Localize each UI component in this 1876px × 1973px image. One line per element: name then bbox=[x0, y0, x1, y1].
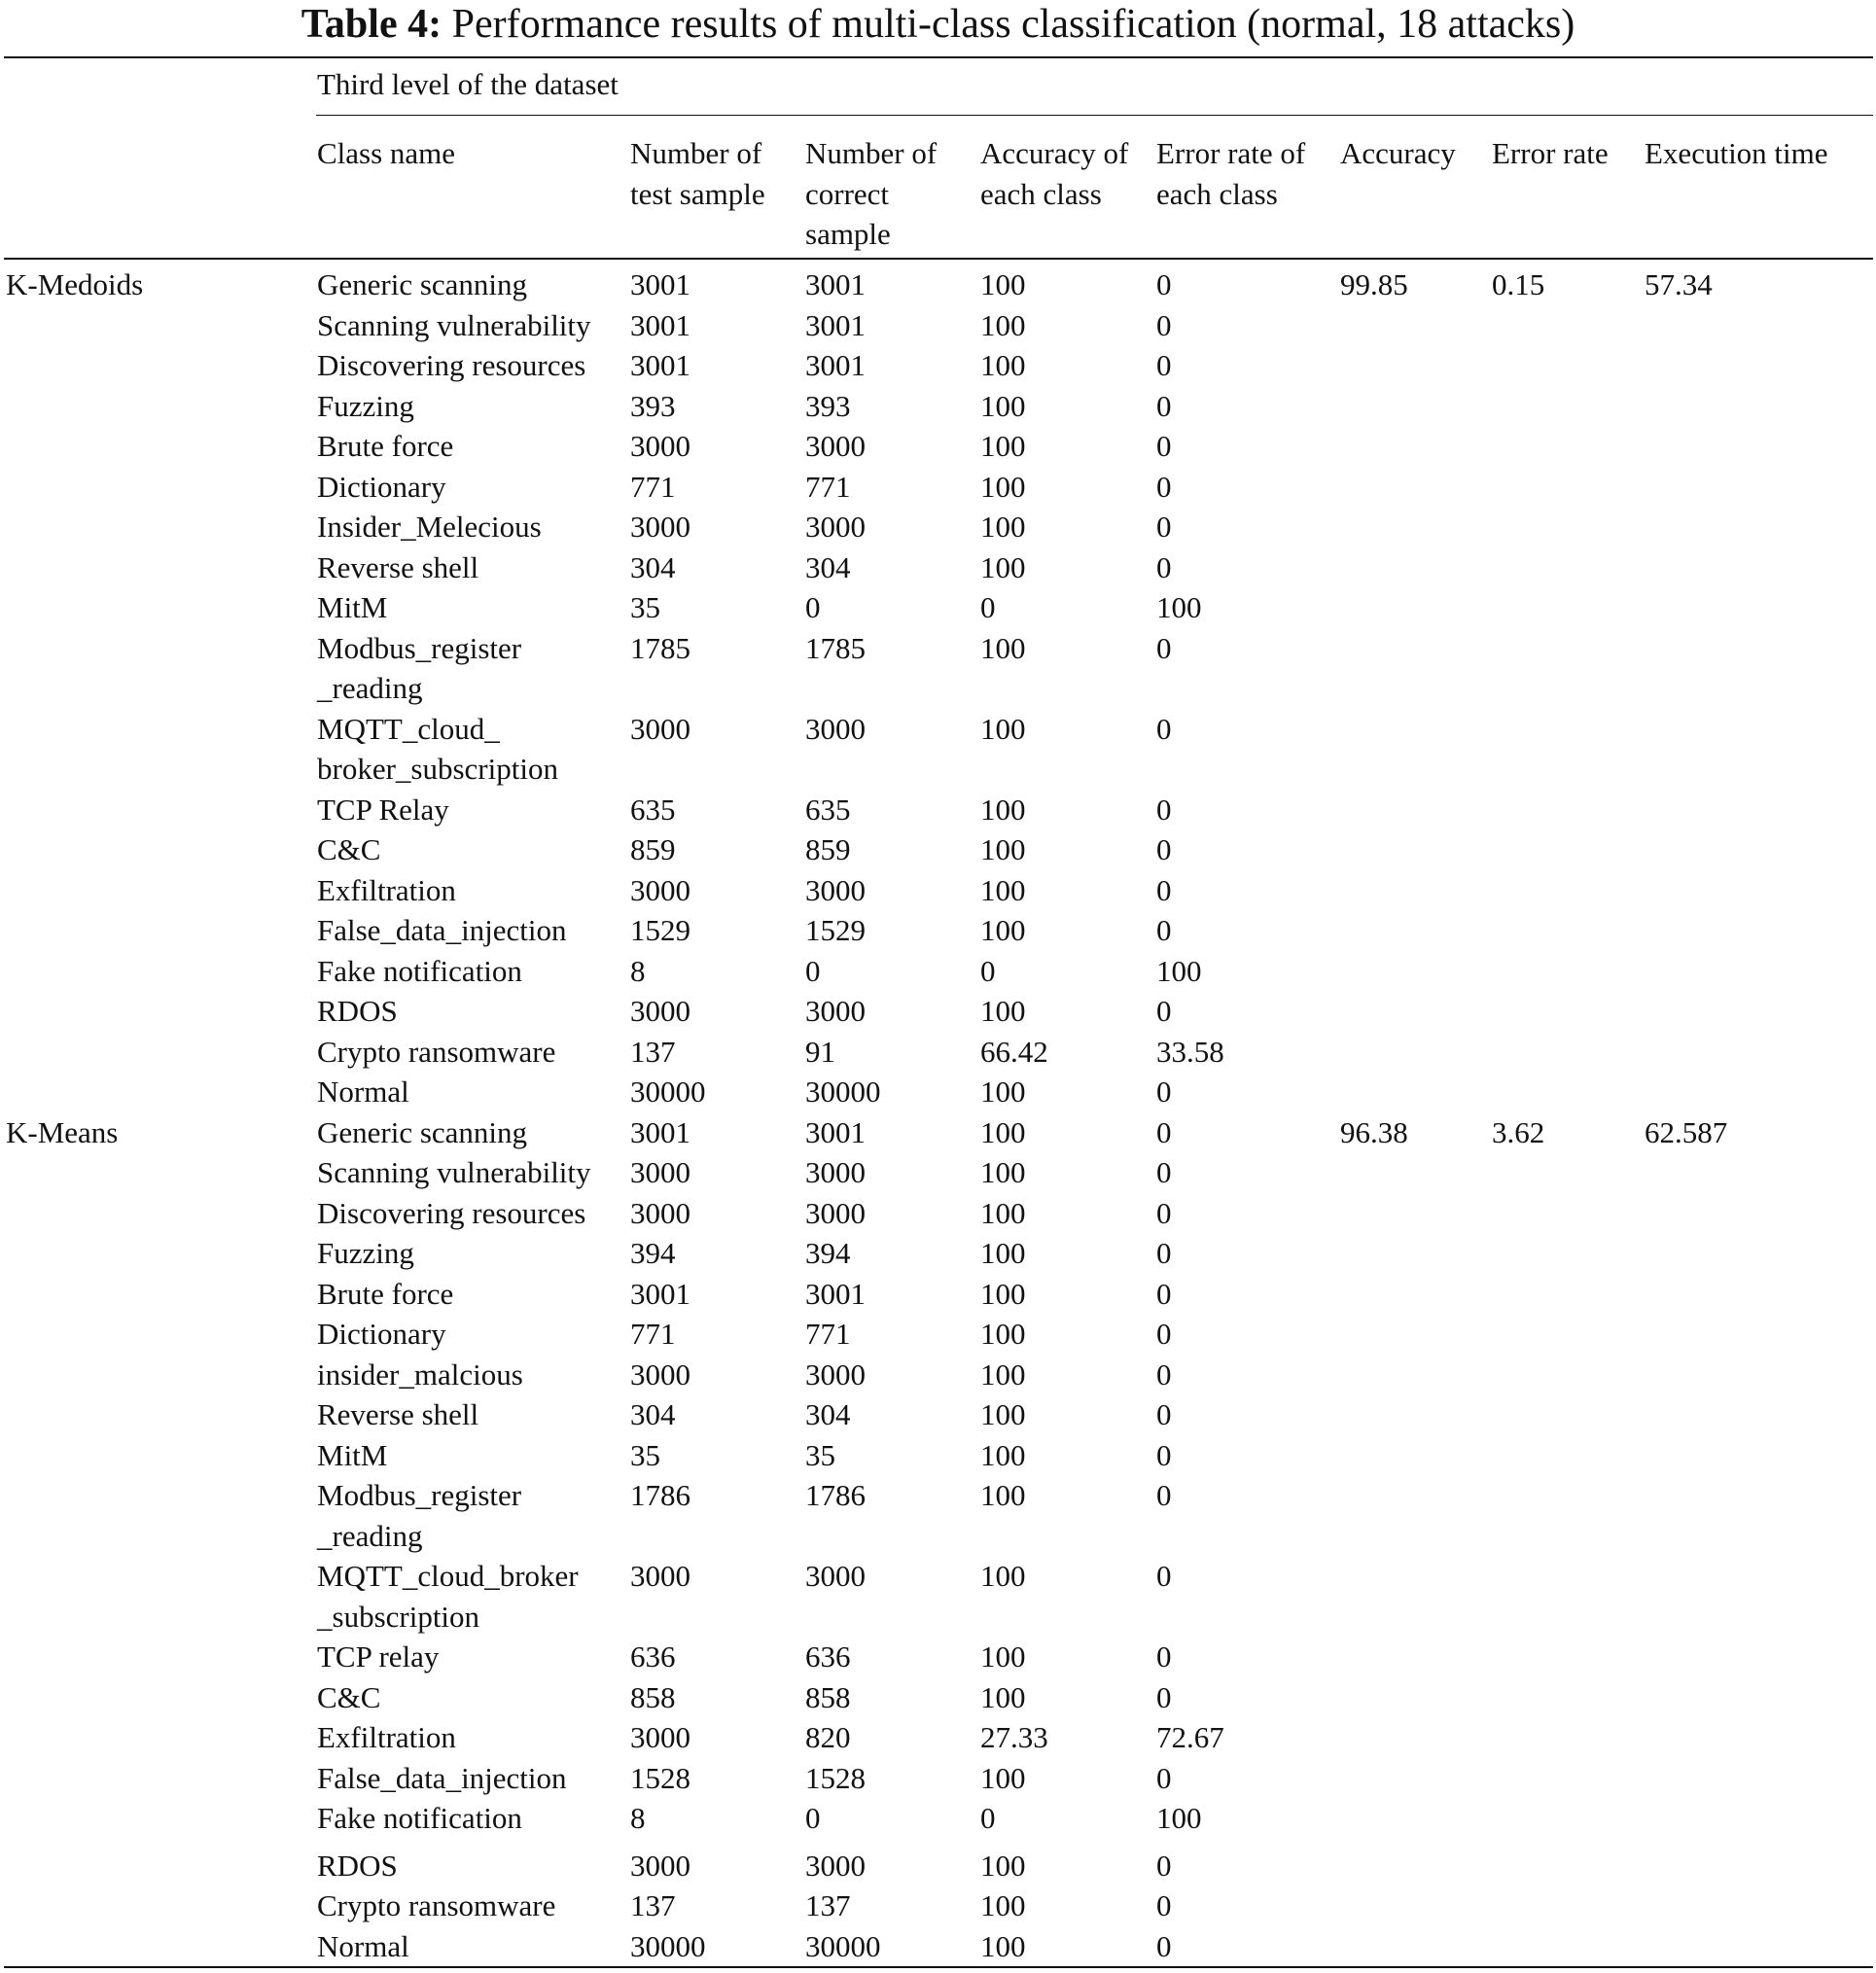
test-sample-count: 3000 bbox=[630, 1559, 690, 1593]
test-sample-count: 3000 bbox=[630, 510, 690, 544]
correct-sample-count: 820 bbox=[805, 1720, 851, 1754]
test-sample-count: 137 bbox=[630, 1888, 676, 1922]
correct-sample-count: 1786 bbox=[805, 1478, 866, 1512]
class-name: Fake notification bbox=[317, 953, 522, 988]
class-accuracy: 100 bbox=[980, 994, 1026, 1028]
test-sample-count: 3001 bbox=[630, 348, 690, 382]
class-accuracy: 100 bbox=[980, 1075, 1026, 1109]
class-name: C&C bbox=[317, 1679, 381, 1714]
class-accuracy: 100 bbox=[980, 549, 1026, 584]
correct-sample-count: 91 bbox=[805, 1034, 835, 1069]
correct-sample-count: 35 bbox=[805, 1437, 835, 1472]
test-sample-count: 3000 bbox=[630, 429, 690, 463]
class-accuracy: 100 bbox=[980, 1639, 1026, 1674]
column-header-class-error-rate: Error rate of each class bbox=[1156, 136, 1306, 211]
class-name: RDOS bbox=[317, 994, 398, 1028]
test-sample-count: 3000 bbox=[630, 1356, 690, 1392]
correct-sample-count: 30000 bbox=[805, 1928, 881, 1963]
class-error-rate: 0 bbox=[1156, 1888, 1172, 1922]
class-error-rate: 0 bbox=[1156, 429, 1172, 463]
correct-sample-count: 3000 bbox=[805, 1848, 866, 1883]
class-name: Generic scanning bbox=[317, 1114, 528, 1149]
class-name: Exfiltration bbox=[317, 872, 456, 907]
class-error-rate: 0 bbox=[1156, 1317, 1172, 1351]
class-name: Dictionary bbox=[317, 469, 446, 504]
class-accuracy: 100 bbox=[980, 1114, 1026, 1149]
class-error-rate: 0 bbox=[1156, 469, 1172, 504]
execution-time: 62.587 bbox=[1645, 1114, 1728, 1149]
class-error-rate: 0 bbox=[1156, 711, 1172, 746]
class-accuracy: 0 bbox=[980, 953, 996, 988]
caption-text: Performance results of multi-class classification (normal, 18 attacks) bbox=[451, 2, 1575, 47]
class-accuracy: 100 bbox=[980, 1559, 1026, 1593]
correct-sample-count: 0 bbox=[805, 953, 821, 988]
class-name: False_data_injection bbox=[317, 913, 567, 947]
class-name: Exfiltration bbox=[317, 1720, 456, 1754]
class-name: False_data_injection bbox=[317, 1760, 567, 1795]
class-name: TCP relay bbox=[317, 1639, 440, 1674]
class-error-rate: 0 bbox=[1156, 1679, 1172, 1714]
class-accuracy: 100 bbox=[980, 1195, 1026, 1230]
class-error-rate: 0 bbox=[1156, 1848, 1172, 1883]
test-sample-count: 3000 bbox=[630, 1848, 690, 1883]
class-name: insider_malcious bbox=[317, 1356, 523, 1392]
class-name: C&C bbox=[317, 832, 381, 866]
class-error-rate: 0 bbox=[1156, 1155, 1172, 1189]
overall-error-rate: 0.15 bbox=[1492, 267, 1545, 301]
class-accuracy: 100 bbox=[980, 1155, 1026, 1189]
class-error-rate: 0 bbox=[1156, 1236, 1172, 1270]
caption-label: Table 4: bbox=[301, 2, 442, 47]
correct-sample-count: 1529 bbox=[805, 913, 866, 947]
class-accuracy: 100 bbox=[980, 1848, 1026, 1883]
class-accuracy: 100 bbox=[980, 388, 1026, 423]
correct-sample-count: 3001 bbox=[805, 348, 866, 382]
class-accuracy: 100 bbox=[980, 307, 1026, 342]
correct-sample-count: 636 bbox=[805, 1639, 851, 1674]
test-sample-count: 3001 bbox=[630, 1114, 690, 1149]
correct-sample-count: 3001 bbox=[805, 307, 866, 342]
top-rule bbox=[4, 56, 1873, 58]
class-error-rate: 0 bbox=[1156, 994, 1172, 1028]
class-error-rate: 0 bbox=[1156, 267, 1172, 301]
correct-sample-count: 393 bbox=[805, 388, 851, 423]
class-error-rate: 0 bbox=[1156, 1639, 1172, 1674]
column-header-class-accuracy: Accuracy of each class bbox=[980, 136, 1129, 211]
correct-sample-count: 1785 bbox=[805, 630, 866, 665]
class-error-rate: 0 bbox=[1156, 307, 1172, 342]
bottom-rule bbox=[4, 1966, 1873, 1968]
correct-sample-count: 771 bbox=[805, 469, 851, 504]
correct-sample-count: 0 bbox=[805, 590, 821, 624]
class-name-continued: broker_subscription bbox=[317, 752, 558, 786]
test-sample-count: 3001 bbox=[630, 1276, 690, 1311]
class-error-rate: 0 bbox=[1156, 549, 1172, 584]
test-sample-count: 3000 bbox=[630, 1195, 690, 1230]
correct-sample-count: 3000 bbox=[805, 1195, 866, 1230]
correct-sample-count: 30000 bbox=[805, 1075, 881, 1109]
test-sample-count: 35 bbox=[630, 1437, 660, 1472]
class-accuracy: 100 bbox=[980, 711, 1026, 746]
correct-sample-count: 3000 bbox=[805, 510, 866, 544]
class-name: Reverse shell bbox=[317, 549, 479, 584]
test-sample-count: 3000 bbox=[630, 711, 690, 746]
class-name: Crypto ransomware bbox=[317, 1034, 556, 1069]
header-bottom-rule bbox=[4, 258, 1873, 260]
test-sample-count: 304 bbox=[630, 549, 676, 584]
test-sample-count: 771 bbox=[630, 469, 676, 504]
test-sample-count: 635 bbox=[630, 792, 676, 827]
group-header-rule bbox=[316, 115, 1873, 116]
test-sample-count: 30000 bbox=[630, 1075, 706, 1109]
class-accuracy: 27.33 bbox=[980, 1720, 1048, 1754]
test-sample-count: 1529 bbox=[630, 913, 690, 947]
class-error-rate: 0 bbox=[1156, 1114, 1172, 1149]
class-error-rate: 0 bbox=[1156, 1075, 1172, 1109]
test-sample-count: 1785 bbox=[630, 630, 690, 665]
class-name: Modbus_register bbox=[317, 1478, 522, 1512]
class-name: MitM bbox=[317, 1437, 388, 1472]
class-error-rate: 0 bbox=[1156, 1356, 1172, 1392]
method-name: K-Means bbox=[6, 1114, 119, 1149]
test-sample-count: 8 bbox=[630, 953, 646, 988]
class-accuracy: 100 bbox=[980, 267, 1026, 301]
test-sample-count: 137 bbox=[630, 1034, 676, 1069]
class-error-rate: 0 bbox=[1156, 1760, 1172, 1795]
column-header-error-rate: Error rate bbox=[1492, 136, 1609, 170]
test-sample-count: 8 bbox=[630, 1801, 646, 1835]
class-name: Insider_Melecious bbox=[317, 510, 542, 544]
class-accuracy: 100 bbox=[980, 1928, 1026, 1963]
class-name: MQTT_cloud_ bbox=[317, 711, 500, 746]
class-name: Scanning vulnerability bbox=[317, 307, 591, 342]
test-sample-count: 304 bbox=[630, 1397, 676, 1431]
class-name: Modbus_register bbox=[317, 630, 522, 665]
class-name: Discovering resources bbox=[317, 348, 586, 382]
correct-sample-count: 3000 bbox=[805, 994, 866, 1028]
class-error-rate: 0 bbox=[1156, 510, 1172, 544]
overall-error-rate: 3.62 bbox=[1492, 1114, 1545, 1149]
class-name-continued: _reading bbox=[317, 1518, 423, 1553]
correct-sample-count: 3001 bbox=[805, 267, 866, 301]
correct-sample-count: 3000 bbox=[805, 1155, 866, 1189]
test-sample-count: 636 bbox=[630, 1639, 676, 1674]
class-error-rate: 0 bbox=[1156, 348, 1172, 382]
class-accuracy: 100 bbox=[980, 872, 1026, 907]
class-accuracy: 100 bbox=[980, 1679, 1026, 1714]
class-accuracy: 100 bbox=[980, 832, 1026, 866]
class-name: TCP Relay bbox=[317, 792, 449, 827]
class-name: RDOS bbox=[317, 1848, 398, 1883]
class-accuracy: 0 bbox=[980, 1801, 996, 1835]
test-sample-count: 30000 bbox=[630, 1928, 706, 1963]
class-accuracy: 100 bbox=[980, 1760, 1026, 1795]
correct-sample-count: 394 bbox=[805, 1236, 851, 1270]
correct-sample-count: 0 bbox=[805, 1801, 821, 1835]
class-accuracy: 100 bbox=[980, 1236, 1026, 1270]
class-name: Fuzzing bbox=[317, 388, 414, 423]
correct-sample-count: 137 bbox=[805, 1888, 851, 1922]
class-name: Reverse shell bbox=[317, 1397, 479, 1431]
correct-sample-count: 304 bbox=[805, 549, 851, 584]
class-accuracy: 66.42 bbox=[980, 1034, 1048, 1069]
class-accuracy: 100 bbox=[980, 429, 1026, 463]
class-name: Scanning vulnerability bbox=[317, 1155, 591, 1189]
class-error-rate: 0 bbox=[1156, 630, 1172, 665]
class-error-rate: 0 bbox=[1156, 388, 1172, 423]
correct-sample-count: 3000 bbox=[805, 429, 866, 463]
column-header-test-sample: Number of test sample bbox=[630, 136, 765, 211]
test-sample-count: 3000 bbox=[630, 1155, 690, 1189]
class-name: Fuzzing bbox=[317, 1236, 414, 1270]
class-name: MitM bbox=[317, 590, 388, 624]
correct-sample-count: 3000 bbox=[805, 711, 866, 746]
correct-sample-count: 858 bbox=[805, 1679, 851, 1714]
class-error-rate: 100 bbox=[1156, 1801, 1202, 1835]
class-accuracy: 0 bbox=[980, 590, 996, 624]
correct-sample-count: 3000 bbox=[805, 1356, 866, 1392]
test-sample-count: 1786 bbox=[630, 1478, 690, 1512]
class-accuracy: 100 bbox=[980, 1888, 1026, 1922]
class-accuracy: 100 bbox=[980, 1356, 1026, 1392]
overall-accuracy: 96.38 bbox=[1340, 1114, 1408, 1149]
correct-sample-count: 859 bbox=[805, 832, 851, 866]
class-name: Generic scanning bbox=[317, 267, 528, 301]
class-name-continued: _reading bbox=[317, 671, 423, 705]
column-header-class-name: Class name bbox=[317, 136, 456, 170]
class-error-rate: 0 bbox=[1156, 1437, 1172, 1472]
test-sample-count: 3001 bbox=[630, 267, 690, 301]
class-accuracy: 100 bbox=[980, 792, 1026, 827]
class-name: Discovering resources bbox=[317, 1195, 586, 1230]
class-name: Fake notification bbox=[317, 1801, 522, 1835]
test-sample-count: 1528 bbox=[630, 1760, 690, 1795]
class-error-rate: 0 bbox=[1156, 913, 1172, 947]
test-sample-count: 3001 bbox=[630, 307, 690, 342]
class-error-rate: 0 bbox=[1156, 1397, 1172, 1431]
column-header-correct-sample: Number of correct sample bbox=[805, 136, 938, 251]
class-error-rate: 0 bbox=[1156, 1195, 1172, 1230]
class-error-rate: 72.67 bbox=[1156, 1720, 1224, 1754]
class-error-rate: 0 bbox=[1156, 1478, 1172, 1512]
class-name: Brute force bbox=[317, 429, 454, 463]
test-sample-count: 858 bbox=[630, 1679, 676, 1714]
group-header: Third level of the dataset bbox=[317, 67, 619, 101]
class-name: Dictionary bbox=[317, 1317, 446, 1351]
class-error-rate: 0 bbox=[1156, 1928, 1172, 1963]
class-error-rate: 33.58 bbox=[1156, 1034, 1224, 1069]
class-error-rate: 0 bbox=[1156, 832, 1172, 866]
class-error-rate: 0 bbox=[1156, 792, 1172, 827]
class-error-rate: 0 bbox=[1156, 1559, 1172, 1593]
class-accuracy: 100 bbox=[980, 1317, 1026, 1351]
correct-sample-count: 3001 bbox=[805, 1276, 866, 1311]
overall-accuracy: 99.85 bbox=[1340, 267, 1408, 301]
class-accuracy: 100 bbox=[980, 1478, 1026, 1512]
class-accuracy: 100 bbox=[980, 348, 1026, 382]
class-error-rate: 100 bbox=[1156, 953, 1202, 988]
class-accuracy: 100 bbox=[980, 469, 1026, 504]
correct-sample-count: 771 bbox=[805, 1317, 851, 1351]
class-accuracy: 100 bbox=[980, 510, 1026, 544]
class-name: Normal bbox=[317, 1075, 409, 1109]
test-sample-count: 35 bbox=[630, 590, 660, 624]
execution-time: 57.34 bbox=[1645, 267, 1713, 301]
column-header-accuracy: Accuracy bbox=[1340, 136, 1456, 170]
class-error-rate: 100 bbox=[1156, 590, 1202, 624]
class-accuracy: 100 bbox=[980, 1437, 1026, 1472]
class-name: MQTT_cloud_broker bbox=[317, 1559, 579, 1593]
class-accuracy: 100 bbox=[980, 1397, 1026, 1431]
class-error-rate: 0 bbox=[1156, 872, 1172, 907]
test-sample-count: 3000 bbox=[630, 872, 690, 907]
correct-sample-count: 304 bbox=[805, 1397, 851, 1431]
correct-sample-count: 3000 bbox=[805, 1559, 866, 1593]
column-header-execution-time: Execution time bbox=[1645, 136, 1828, 170]
class-accuracy: 100 bbox=[980, 1276, 1026, 1311]
test-sample-count: 859 bbox=[630, 832, 676, 866]
correct-sample-count: 3000 bbox=[805, 872, 866, 907]
method-name: K-Medoids bbox=[6, 267, 144, 301]
class-name: Normal bbox=[317, 1928, 409, 1963]
test-sample-count: 771 bbox=[630, 1317, 676, 1351]
class-name: Crypto ransomware bbox=[317, 1888, 556, 1922]
correct-sample-count: 3001 bbox=[805, 1114, 866, 1149]
table-caption bbox=[0, 0, 1876, 49]
class-name: Brute force bbox=[317, 1276, 454, 1311]
correct-sample-count: 1528 bbox=[805, 1760, 866, 1795]
class-accuracy: 100 bbox=[980, 630, 1026, 665]
correct-sample-count: 635 bbox=[805, 792, 851, 827]
class-name-continued: _subscription bbox=[317, 1599, 480, 1634]
test-sample-count: 394 bbox=[630, 1236, 676, 1270]
test-sample-count: 3000 bbox=[630, 1720, 690, 1754]
class-accuracy: 100 bbox=[980, 913, 1026, 947]
test-sample-count: 393 bbox=[630, 388, 676, 423]
class-error-rate: 0 bbox=[1156, 1276, 1172, 1311]
test-sample-count: 3000 bbox=[630, 994, 690, 1028]
